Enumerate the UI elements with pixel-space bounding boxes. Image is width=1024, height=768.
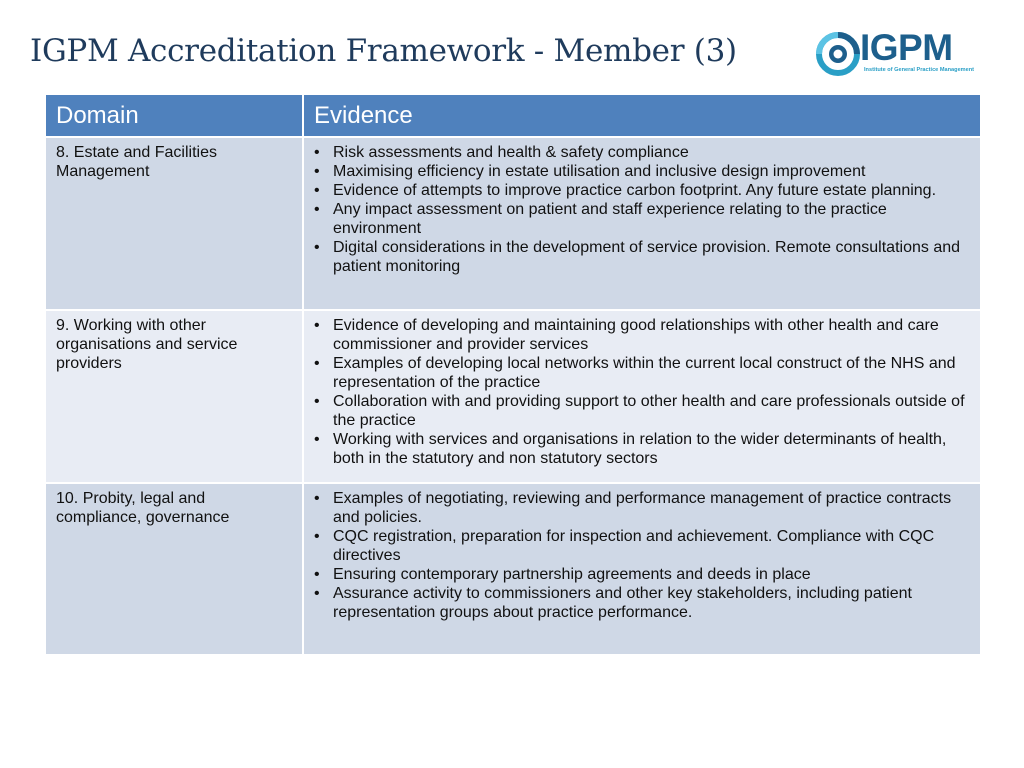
domain-cell: 10. Probity, legal and compliance, governance [45,483,303,655]
evidence-list [314,316,970,468]
domain-cell: 9. Working with other organisations and service providers [45,310,303,483]
list-item: • Ensuring contemporary partnership agreements and deeds in place [314,565,970,584]
domain-cell: 8. Estate and Facilities Management [45,137,303,310]
list-item: • Evidence of attempts to improve practice carbon footprint. Any future estate planning. [314,181,970,200]
igpm-logo [816,27,986,80]
column-header-domain: Domain [45,94,303,137]
list-item: • Assurance activity to commissioners and other key stakeholders, including patient representation groups about practice performance. [314,584,970,622]
list-item: • Examples of negotiating, reviewing and performance management of practice contracts and policies. [314,489,970,527]
evidence-list [314,489,970,622]
table-row [45,310,981,483]
list-item: • Evidence of developing and maintaining good relationships with other health and care commissioner and provider services [314,316,970,354]
evidence-cell [303,310,981,483]
list-item: • Working with services and organisations in relation to the wider determinants of health, both in the statutory and non statutory sectors [314,430,970,468]
list-item: • CQC registration, preparation for inspection and achievement. Compliance with CQC directives [314,527,970,565]
list-item: • Risk assessments and health & safety compliance [314,143,970,162]
evidence-cell [303,137,981,310]
table-row [45,137,981,310]
list-item: • Collaboration with and providing support to other health and care professionals outside of the practice [314,392,970,430]
logo-subtitle: Institute of General Practice Management [864,67,975,73]
evidence-list [314,143,970,276]
accreditation-table [44,93,982,656]
list-item: • Digital considerations in the development of service provision. Remote consultations and patient monitoring [314,238,970,276]
table-row [45,483,981,655]
igpm-logo-icon [816,32,860,76]
page-title: IGPM Accreditation Framework - Member (3) [30,33,737,69]
list-item: • Examples of developing local networks within the current local construct of the NHS and representation of the practice [314,354,970,392]
list-item: • Maximising efficiency in estate utilisation and inclusive design improvement [314,162,970,181]
column-header-evidence: Evidence [303,94,981,137]
logo-wordmark: IGPM [860,27,953,68]
evidence-cell [303,483,981,655]
table-header-row [45,94,981,137]
list-item: • Any impact assessment on patient and staff experience relating to the practice environment [314,200,970,238]
